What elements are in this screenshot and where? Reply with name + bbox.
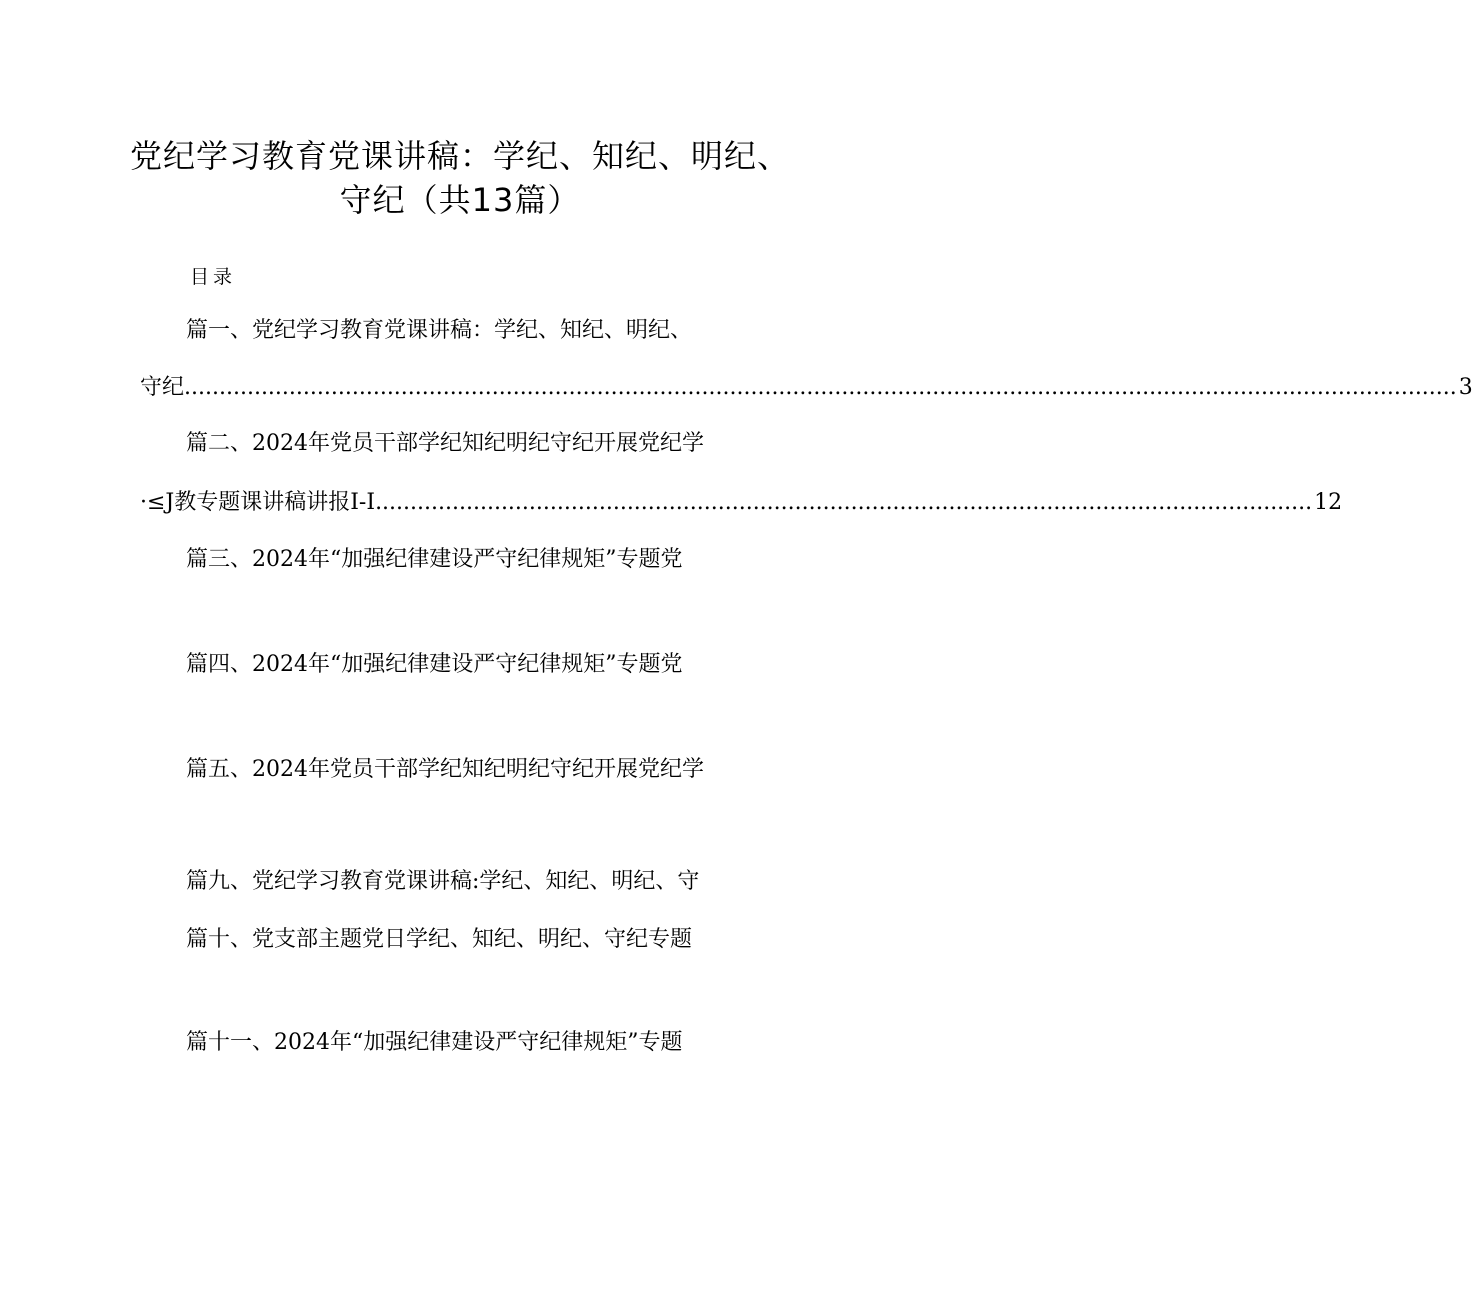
toc-entry-2-continuation[interactable] — [140, 488, 1343, 518]
toc-entry-2-tail: ·≤J教专题课讲稿讲报I-I — [140, 490, 376, 515]
document-title-line-1: 党纪学习教育党课讲稿：学纪、知纪、明纪、 — [129, 137, 790, 175]
toc-entry-3[interactable]: 篇三、2024年“加强纪律建设严守纪律规矩”专题党 — [186, 547, 683, 572]
toc-entry-2[interactable]: 篇二、2024年党员干部学纪知纪明纪守纪开展党纪学 — [186, 431, 704, 456]
toc-page-number: 12 — [1314, 490, 1343, 515]
toc-heading: 目录 — [190, 266, 237, 288]
toc-entry-1[interactable]: 篇一、党纪学习教育党课讲稿：学纪、知纪、明纪、 — [186, 318, 693, 343]
toc-entry-10[interactable]: 篇十、党支部主题党日学纪、知纪、明纪、守纪专题 — [186, 927, 693, 952]
toc-entry-9[interactable]: 篇九、党纪学习教育党课讲稿:学纪、知纪、明纪、守 — [186, 869, 700, 894]
toc-entry-1-continuation[interactable] — [140, 373, 1473, 403]
toc-entry-11[interactable]: 篇十一、2024年“加强纪律建设严守纪律规矩”专题 — [186, 1030, 683, 1055]
toc-entry-4[interactable]: 篇四、2024年“加强纪律建设严守纪律规矩”专题党 — [186, 652, 683, 677]
toc-entry-1-tail: 守纪 — [140, 375, 185, 400]
toc-entry-5[interactable]: 篇五、2024年党员干部学纪知纪明纪守纪开展党纪学 — [186, 757, 704, 782]
document-title-line-2: 守纪（共13篇） — [339, 181, 581, 219]
toc-leader-dots: ...................................................................................................................................................................................... — [184, 375, 1457, 400]
toc-leader-dots: ...................................................................................................................................... — [375, 490, 1313, 515]
toc-page-number: 3 — [1458, 375, 1473, 400]
